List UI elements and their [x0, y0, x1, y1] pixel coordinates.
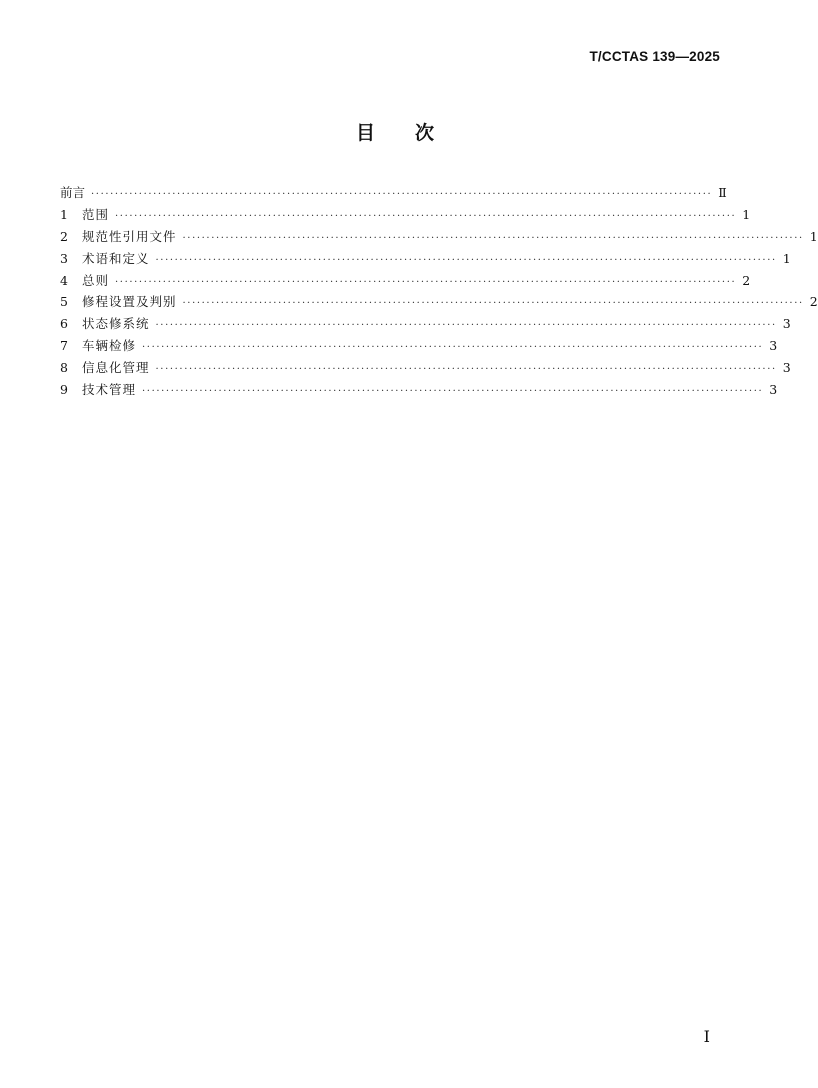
toc-entry-label: 术语和定义: [82, 250, 150, 266]
toc-entry-technical-management[interactable]: [60, 379, 778, 401]
toc-entry-label: 信息化管理: [82, 360, 150, 376]
toc-entry-label: 规范性引用文件: [82, 228, 177, 244]
toc-entry-page: 1: [782, 250, 791, 266]
leader-dots: ··································································································································: [91, 189, 713, 200]
leader-dots: ··································································································································: [115, 210, 737, 222]
toc-entry-label: 技术管理: [82, 382, 137, 398]
toc-entry-page: 2: [742, 272, 751, 288]
toc-entry-terms-definitions[interactable]: [60, 248, 791, 270]
toc-entry-label: 范围: [82, 206, 110, 222]
toc-entry-number: 2: [60, 228, 68, 244]
toc-entry-number: 4: [60, 272, 68, 288]
toc-entry-label: 车辆检修: [82, 338, 137, 354]
toc-entry-condition-repair-system[interactable]: [60, 313, 791, 335]
toc-title: [0, 118, 790, 145]
toc-entry-number: 6: [60, 316, 68, 332]
toc-entry-label: 修程设置及判别: [82, 294, 177, 310]
toc-entry-page: 1: [742, 206, 751, 222]
toc-entry-number: 7: [60, 338, 68, 354]
toc-entry-number: 5: [60, 294, 68, 310]
toc-entry-number: 3: [60, 250, 68, 266]
toc-entry-page: 2: [809, 294, 818, 310]
leader-dots: ··································································································································: [115, 276, 737, 288]
toc-title-char-1: 目: [355, 122, 375, 144]
leader-dots: ··································································································································: [182, 232, 804, 244]
toc-entry-vehicle-maintenance[interactable]: [60, 335, 778, 357]
toc-entry-page: 3: [769, 382, 778, 398]
leader-dots: ··································································································································: [155, 364, 777, 376]
leader-dots: ··································································································································: [155, 320, 777, 332]
leader-dots: ··································································································································: [182, 298, 804, 310]
toc-title-char-2: 次: [415, 122, 435, 144]
toc-entry-page: Ⅱ: [718, 185, 727, 200]
toc-entry-label: 状态修系统: [82, 316, 150, 332]
toc-entry-number: 8: [60, 360, 68, 376]
toc-entry-preface[interactable]: [60, 182, 727, 204]
toc-entry-label: 总则: [82, 272, 110, 288]
toc-entry-scope[interactable]: [60, 204, 751, 226]
toc-entry-page: 3: [769, 338, 778, 354]
page-number: I: [703, 1027, 710, 1046]
toc-entry-page: 1: [809, 228, 818, 244]
leader-dots: ··································································································································: [142, 386, 764, 398]
toc-entry-page: 3: [782, 360, 791, 376]
standard-code: T/CCTAS 139—2025: [589, 49, 720, 64]
toc-entry-number: 9: [60, 382, 68, 398]
toc-entry-general[interactable]: [60, 270, 751, 292]
toc-entry-normative-references[interactable]: [60, 226, 818, 248]
toc-entry-page: 3: [782, 316, 791, 332]
toc-entry-number: 1: [60, 206, 68, 222]
toc-entry-information-management[interactable]: [60, 357, 791, 379]
toc-entry-label: 前言: [60, 185, 86, 200]
toc-entry-repair-setup[interactable]: [60, 291, 818, 313]
table-of-contents: [60, 182, 818, 401]
leader-dots: ··································································································································: [142, 342, 764, 354]
leader-dots: ··································································································································: [155, 254, 777, 266]
